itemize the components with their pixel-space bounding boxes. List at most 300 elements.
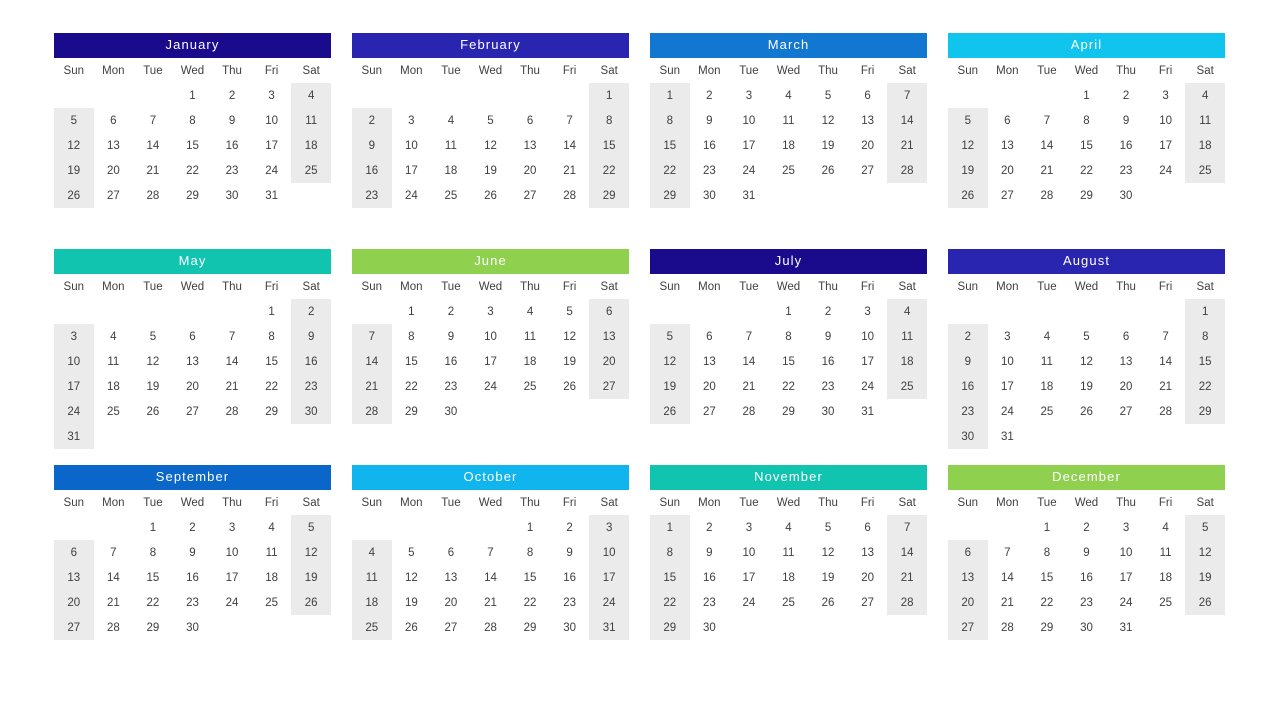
day-cell[interactable]: 4 — [291, 83, 331, 108]
day-cell[interactable]: 14 — [106, 571, 120, 584]
day-cell[interactable]: 2 — [706, 89, 713, 102]
day-cell[interactable]: 10 — [225, 546, 239, 559]
day-cell[interactable]: 12 — [146, 355, 160, 368]
day-cell[interactable]: 5 — [566, 305, 573, 318]
day-cell[interactable]: 14 — [225, 355, 239, 368]
day-cell[interactable]: 7 — [566, 114, 573, 127]
day-cell[interactable]: 31 — [1000, 430, 1014, 443]
day-cell[interactable]: 13 — [186, 355, 199, 368]
day-cell[interactable]: 17 — [265, 139, 278, 152]
day-cell[interactable]: 19 — [484, 164, 497, 177]
day-cell[interactable]: 21 — [742, 380, 756, 393]
day-cell[interactable]: 22 — [265, 380, 278, 393]
day-cell[interactable]: 2 — [1122, 89, 1130, 102]
day-cell[interactable]: 26 — [54, 183, 94, 208]
day-cell[interactable]: 11 — [887, 324, 927, 349]
day-cell[interactable]: 26 — [650, 399, 690, 424]
day-cell[interactable]: 22 — [1080, 164, 1093, 177]
day-cell[interactable]: 21 — [225, 380, 239, 393]
day-cell[interactable]: 4 — [352, 540, 392, 565]
day-cell[interactable]: 9 — [706, 546, 713, 559]
day-cell[interactable]: 5 — [1083, 330, 1090, 343]
day-cell[interactable]: 23 — [1119, 164, 1133, 177]
day-cell[interactable]: 21 — [1159, 380, 1172, 393]
day-cell[interactable]: 6 — [1004, 114, 1011, 127]
day-cell[interactable]: 29 — [650, 615, 690, 640]
day-cell[interactable]: 17 — [404, 164, 418, 177]
day-cell[interactable]: 29 — [404, 405, 418, 418]
day-cell[interactable]: 19 — [563, 355, 576, 368]
day-cell[interactable]: 20 — [861, 571, 874, 584]
day-cell[interactable]: 24 — [54, 399, 94, 424]
day-cell[interactable]: 26 — [821, 164, 835, 177]
day-cell[interactable]: 7 — [228, 330, 236, 343]
day-cell[interactable]: 23 — [444, 380, 458, 393]
day-cell[interactable]: 9 — [1083, 546, 1090, 559]
day-cell[interactable]: 7 — [1004, 546, 1011, 559]
day-cell[interactable]: 28 — [1000, 621, 1014, 634]
day-cell[interactable]: 23 — [702, 596, 716, 609]
day-cell[interactable]: 1 — [1043, 521, 1051, 534]
day-cell[interactable]: 22 — [650, 158, 690, 183]
day-cell[interactable]: 6 — [948, 540, 988, 565]
day-cell[interactable]: 7 — [887, 83, 927, 108]
day-cell[interactable]: 9 — [447, 330, 455, 343]
day-cell[interactable]: 7 — [1043, 114, 1051, 127]
day-cell[interactable]: 16 — [225, 139, 239, 152]
day-cell[interactable]: 12 — [821, 546, 835, 559]
day-cell[interactable]: 14 — [352, 349, 392, 374]
day-cell[interactable]: 12 — [948, 133, 988, 158]
day-cell[interactable]: 15 — [650, 133, 690, 158]
day-cell[interactable]: 15 — [186, 139, 199, 152]
day-cell[interactable]: 24 — [1119, 596, 1133, 609]
day-cell[interactable]: 30 — [821, 405, 835, 418]
day-cell[interactable]: 14 — [146, 139, 160, 152]
day-cell[interactable]: 23 — [563, 596, 576, 609]
day-cell[interactable]: 11 — [782, 114, 795, 127]
day-cell[interactable]: 4 — [785, 89, 792, 102]
day-cell[interactable]: 18 — [1040, 380, 1054, 393]
day-cell[interactable]: 22 — [589, 158, 629, 183]
day-cell[interactable]: 17 — [742, 139, 756, 152]
day-cell[interactable]: 19 — [1080, 380, 1093, 393]
day-cell[interactable]: 25 — [444, 189, 458, 202]
day-cell[interactable]: 27 — [523, 189, 537, 202]
day-cell[interactable]: 11 — [1185, 108, 1225, 133]
day-cell[interactable]: 8 — [785, 330, 792, 343]
day-cell[interactable]: 12 — [1080, 355, 1093, 368]
day-cell[interactable]: 18 — [265, 571, 278, 584]
day-cell[interactable]: 1 — [1185, 299, 1225, 324]
day-cell[interactable]: 29 — [265, 405, 278, 418]
day-cell[interactable]: 15 — [1080, 139, 1093, 152]
day-cell[interactable]: 13 — [861, 546, 874, 559]
day-cell[interactable]: 24 — [1159, 164, 1172, 177]
day-cell[interactable]: 19 — [404, 596, 418, 609]
day-cell[interactable]: 27 — [861, 164, 874, 177]
day-cell[interactable]: 11 — [782, 546, 795, 559]
day-cell[interactable]: 26 — [404, 621, 418, 634]
day-cell[interactable]: 8 — [650, 108, 690, 133]
day-cell[interactable]: 13 — [702, 355, 716, 368]
day-cell[interactable]: 10 — [589, 540, 629, 565]
day-cell[interactable]: 16 — [702, 139, 716, 152]
day-cell[interactable]: 28 — [887, 158, 927, 183]
day-cell[interactable]: 10 — [484, 330, 497, 343]
day-cell[interactable]: 9 — [706, 114, 713, 127]
day-cell[interactable]: 1 — [650, 83, 690, 108]
day-cell[interactable]: 2 — [1083, 521, 1090, 534]
day-cell[interactable]: 1 — [650, 515, 690, 540]
day-cell[interactable]: 27 — [1119, 405, 1133, 418]
day-cell[interactable]: 23 — [352, 183, 392, 208]
day-cell[interactable]: 7 — [745, 330, 753, 343]
day-cell[interactable]: 9 — [1122, 114, 1130, 127]
day-cell[interactable]: 28 — [563, 189, 576, 202]
day-cell[interactable]: 5 — [291, 515, 331, 540]
day-cell[interactable]: 15 — [146, 571, 160, 584]
day-cell[interactable]: 28 — [106, 621, 120, 634]
day-cell[interactable]: 10 — [742, 546, 756, 559]
day-cell[interactable]: 16 — [948, 374, 988, 399]
day-cell[interactable]: 29 — [589, 183, 629, 208]
day-cell[interactable]: 6 — [864, 521, 871, 534]
day-cell[interactable]: 3 — [268, 89, 275, 102]
day-cell[interactable]: 10 — [861, 330, 874, 343]
day-cell[interactable]: 4 — [1185, 83, 1225, 108]
day-cell[interactable]: 29 — [1040, 621, 1054, 634]
day-cell[interactable]: 11 — [265, 546, 278, 559]
day-cell[interactable]: 8 — [650, 540, 690, 565]
day-cell[interactable]: 21 — [106, 596, 120, 609]
day-cell[interactable]: 13 — [1000, 139, 1014, 152]
day-cell[interactable]: 20 — [1119, 380, 1133, 393]
day-cell[interactable]: 18 — [1159, 571, 1172, 584]
day-cell[interactable]: 14 — [1000, 571, 1014, 584]
day-cell[interactable]: 6 — [706, 330, 713, 343]
day-cell[interactable]: 19 — [291, 565, 331, 590]
day-cell[interactable]: 8 — [189, 114, 196, 127]
day-cell[interactable]: 7 — [1162, 330, 1169, 343]
day-cell[interactable]: 22 — [650, 590, 690, 615]
day-cell[interactable]: 4 — [268, 521, 275, 534]
day-cell[interactable]: 2 — [291, 299, 331, 324]
day-cell[interactable]: 5 — [824, 521, 832, 534]
day-cell[interactable]: 16 — [1119, 139, 1133, 152]
day-cell[interactable]: 13 — [948, 565, 988, 590]
day-cell[interactable]: 9 — [948, 349, 988, 374]
day-cell[interactable]: 23 — [821, 380, 835, 393]
day-cell[interactable]: 10 — [742, 114, 756, 127]
day-cell[interactable]: 25 — [352, 615, 392, 640]
day-cell[interactable]: 18 — [523, 355, 537, 368]
day-cell[interactable]: 24 — [484, 380, 497, 393]
day-cell[interactable]: 26 — [948, 183, 988, 208]
day-cell[interactable]: 14 — [1040, 139, 1054, 152]
day-cell[interactable]: 4 — [887, 299, 927, 324]
day-cell[interactable]: 19 — [1185, 565, 1225, 590]
day-cell[interactable]: 2 — [706, 521, 713, 534]
day-cell[interactable]: 22 — [146, 596, 160, 609]
day-cell[interactable]: 30 — [702, 621, 716, 634]
day-cell[interactable]: 5 — [149, 330, 157, 343]
day-cell[interactable]: 1 — [1083, 89, 1090, 102]
day-cell[interactable]: 5 — [824, 89, 832, 102]
day-cell[interactable]: 11 — [524, 330, 536, 343]
day-cell[interactable]: 27 — [54, 615, 94, 640]
day-cell[interactable]: 20 — [54, 590, 94, 615]
day-cell[interactable]: 21 — [146, 164, 160, 177]
day-cell[interactable]: 17 — [54, 374, 94, 399]
day-cell[interactable]: 11 — [291, 108, 331, 133]
day-cell[interactable]: 16 — [186, 571, 199, 584]
day-cell[interactable]: 26 — [146, 405, 160, 418]
day-cell[interactable]: 20 — [1000, 164, 1014, 177]
day-cell[interactable]: 11 — [107, 355, 120, 368]
day-cell[interactable]: 3 — [1004, 330, 1011, 343]
day-cell[interactable]: 1 — [189, 89, 196, 102]
day-cell[interactable]: 16 — [291, 349, 331, 374]
day-cell[interactable]: 31 — [265, 189, 278, 202]
day-cell[interactable]: 1 — [408, 305, 415, 318]
day-cell[interactable]: 10 — [54, 349, 94, 374]
day-cell[interactable]: 3 — [745, 521, 753, 534]
day-cell[interactable]: 28 — [887, 590, 927, 615]
day-cell[interactable]: 6 — [189, 330, 196, 343]
day-cell[interactable]: 3 — [1122, 521, 1130, 534]
day-cell[interactable]: 21 — [352, 374, 392, 399]
day-cell[interactable]: 5 — [54, 108, 94, 133]
day-cell[interactable]: 20 — [444, 596, 458, 609]
day-cell[interactable]: 20 — [589, 349, 629, 374]
day-cell[interactable]: 11 — [352, 565, 392, 590]
day-cell[interactable]: 9 — [189, 546, 196, 559]
day-cell[interactable]: 12 — [1185, 540, 1225, 565]
day-cell[interactable]: 1 — [785, 305, 792, 318]
day-cell[interactable]: 3 — [589, 515, 629, 540]
day-cell[interactable]: 23 — [702, 164, 716, 177]
day-cell[interactable]: 12 — [291, 540, 331, 565]
day-cell[interactable]: 29 — [1080, 189, 1093, 202]
day-cell[interactable]: 8 — [268, 330, 275, 343]
day-cell[interactable]: 26 — [1185, 590, 1225, 615]
day-cell[interactable]: 28 — [352, 399, 392, 424]
day-cell[interactable]: 8 — [1043, 546, 1051, 559]
day-cell[interactable]: 30 — [1080, 621, 1093, 634]
day-cell[interactable]: 13 — [523, 139, 537, 152]
day-cell[interactable]: 21 — [887, 565, 927, 590]
day-cell[interactable]: 3 — [864, 305, 871, 318]
day-cell[interactable]: 3 — [487, 305, 494, 318]
day-cell[interactable]: 16 — [563, 571, 576, 584]
day-cell[interactable]: 10 — [404, 139, 418, 152]
day-cell[interactable]: 27 — [1000, 189, 1014, 202]
day-cell[interactable]: 15 — [404, 355, 418, 368]
day-cell[interactable]: 1 — [268, 305, 275, 318]
day-cell[interactable]: 17 — [861, 355, 874, 368]
day-cell[interactable]: 6 — [110, 114, 117, 127]
day-cell[interactable]: 27 — [186, 405, 199, 418]
day-cell[interactable]: 28 — [1159, 405, 1172, 418]
day-cell[interactable]: 8 — [1185, 324, 1225, 349]
day-cell[interactable]: 28 — [225, 405, 239, 418]
day-cell[interactable]: 17 — [589, 565, 629, 590]
day-cell[interactable]: 18 — [782, 139, 795, 152]
day-cell[interactable]: 23 — [948, 399, 988, 424]
day-cell[interactable]: 20 — [106, 164, 120, 177]
day-cell[interactable]: 4 — [1043, 330, 1051, 343]
day-cell[interactable]: 8 — [149, 546, 157, 559]
day-cell[interactable]: 18 — [352, 590, 392, 615]
day-cell[interactable]: 27 — [948, 615, 988, 640]
day-cell[interactable]: 25 — [1040, 405, 1054, 418]
day-cell[interactable]: 30 — [563, 621, 576, 634]
day-cell[interactable]: 20 — [948, 590, 988, 615]
day-cell[interactable]: 5 — [948, 108, 988, 133]
day-cell[interactable]: 27 — [106, 189, 120, 202]
day-cell[interactable]: 14 — [484, 571, 497, 584]
day-cell[interactable]: 14 — [887, 540, 927, 565]
day-cell[interactable]: 26 — [563, 380, 576, 393]
day-cell[interactable]: 19 — [821, 571, 835, 584]
day-cell[interactable]: 18 — [291, 133, 331, 158]
day-cell[interactable]: 15 — [1185, 349, 1225, 374]
day-cell[interactable]: 18 — [887, 349, 927, 374]
day-cell[interactable]: 25 — [106, 405, 120, 418]
day-cell[interactable]: 13 — [106, 139, 120, 152]
day-cell[interactable]: 6 — [526, 114, 534, 127]
day-cell[interactable]: 25 — [291, 158, 331, 183]
day-cell[interactable]: 2 — [824, 305, 832, 318]
day-cell[interactable]: 14 — [742, 355, 756, 368]
day-cell[interactable]: 1 — [149, 521, 157, 534]
day-cell[interactable]: 22 — [1040, 596, 1054, 609]
day-cell[interactable]: 8 — [526, 546, 534, 559]
day-cell[interactable]: 13 — [444, 571, 458, 584]
day-cell[interactable]: 23 — [186, 596, 199, 609]
day-cell[interactable]: 27 — [702, 405, 716, 418]
day-cell[interactable]: 4 — [785, 521, 792, 534]
day-cell[interactable]: 17 — [484, 355, 497, 368]
day-cell[interactable]: 14 — [563, 139, 576, 152]
day-cell[interactable]: 6 — [54, 540, 94, 565]
day-cell[interactable]: 4 — [447, 114, 455, 127]
day-cell[interactable]: 9 — [824, 330, 832, 343]
day-cell[interactable]: 31 — [861, 405, 874, 418]
day-cell[interactable]: 18 — [106, 380, 120, 393]
day-cell[interactable]: 25 — [523, 380, 537, 393]
day-cell[interactable]: 20 — [702, 380, 716, 393]
day-cell[interactable]: 14 — [887, 108, 927, 133]
day-cell[interactable]: 3 — [228, 521, 236, 534]
day-cell[interactable]: 29 — [146, 621, 160, 634]
day-cell[interactable]: 8 — [408, 330, 415, 343]
day-cell[interactable]: 15 — [1040, 571, 1054, 584]
day-cell[interactable]: 25 — [1185, 158, 1225, 183]
day-cell[interactable]: 18 — [782, 571, 795, 584]
day-cell[interactable]: 16 — [352, 158, 392, 183]
day-cell[interactable]: 10 — [265, 114, 278, 127]
day-cell[interactable]: 13 — [861, 114, 874, 127]
day-cell[interactable]: 1 — [526, 521, 534, 534]
day-cell[interactable]: 7 — [110, 546, 117, 559]
day-cell[interactable]: 29 — [186, 189, 199, 202]
day-cell[interactable]: 6 — [864, 89, 871, 102]
day-cell[interactable]: 9 — [228, 114, 236, 127]
day-cell[interactable]: 10 — [1119, 546, 1133, 559]
day-cell[interactable]: 24 — [742, 164, 756, 177]
day-cell[interactable]: 24 — [404, 189, 418, 202]
day-cell[interactable]: 15 — [650, 565, 690, 590]
day-cell[interactable]: 22 — [404, 380, 418, 393]
day-cell[interactable]: 3 — [408, 114, 415, 127]
day-cell[interactable]: 21 — [1040, 164, 1054, 177]
day-cell[interactable]: 1 — [589, 83, 629, 108]
day-cell[interactable]: 3 — [745, 89, 753, 102]
day-cell[interactable]: 22 — [523, 596, 537, 609]
day-cell[interactable]: 23 — [291, 374, 331, 399]
day-cell[interactable]: 17 — [1000, 380, 1014, 393]
day-cell[interactable]: 17 — [742, 571, 756, 584]
day-cell[interactable]: 3 — [1162, 89, 1169, 102]
day-cell[interactable]: 24 — [1000, 405, 1014, 418]
day-cell[interactable]: 6 — [1122, 330, 1130, 343]
day-cell[interactable]: 29 — [782, 405, 795, 418]
day-cell[interactable]: 2 — [948, 324, 988, 349]
day-cell[interactable]: 15 — [589, 133, 629, 158]
day-cell[interactable]: 15 — [265, 355, 278, 368]
day-cell[interactable]: 19 — [948, 158, 988, 183]
day-cell[interactable]: 17 — [1159, 139, 1172, 152]
day-cell[interactable]: 29 — [523, 621, 537, 634]
day-cell[interactable]: 25 — [782, 596, 795, 609]
day-cell[interactable]: 19 — [146, 380, 160, 393]
day-cell[interactable]: 12 — [821, 114, 835, 127]
day-cell[interactable]: 12 — [563, 330, 576, 343]
day-cell[interactable]: 8 — [589, 108, 629, 133]
day-cell[interactable]: 17 — [1119, 571, 1133, 584]
day-cell[interactable]: 30 — [444, 405, 458, 418]
day-cell[interactable]: 18 — [1185, 133, 1225, 158]
day-cell[interactable]: 12 — [484, 139, 497, 152]
day-cell[interactable]: 13 — [589, 324, 629, 349]
day-cell[interactable]: 20 — [523, 164, 537, 177]
day-cell[interactable]: 30 — [225, 189, 239, 202]
day-cell[interactable]: 28 — [1040, 189, 1054, 202]
day-cell[interactable]: 23 — [225, 164, 239, 177]
day-cell[interactable]: 24 — [742, 596, 756, 609]
day-cell[interactable]: 30 — [186, 621, 199, 634]
day-cell[interactable]: 7 — [352, 324, 392, 349]
day-cell[interactable]: 16 — [821, 355, 835, 368]
day-cell[interactable]: 7 — [487, 546, 494, 559]
day-cell[interactable]: 8 — [1083, 114, 1090, 127]
day-cell[interactable]: 23 — [1080, 596, 1093, 609]
day-cell[interactable]: 12 — [54, 133, 94, 158]
day-cell[interactable]: 24 — [589, 590, 629, 615]
day-cell[interactable]: 4 — [526, 305, 534, 318]
day-cell[interactable]: 24 — [861, 380, 874, 393]
day-cell[interactable]: 13 — [1119, 355, 1133, 368]
day-cell[interactable]: 25 — [265, 596, 278, 609]
day-cell[interactable]: 25 — [887, 374, 927, 399]
day-cell[interactable]: 27 — [589, 374, 629, 399]
day-cell[interactable]: 11 — [1159, 546, 1172, 559]
day-cell[interactable]: 19 — [821, 139, 835, 152]
day-cell[interactable]: 5 — [650, 324, 690, 349]
day-cell[interactable]: 20 — [861, 139, 874, 152]
